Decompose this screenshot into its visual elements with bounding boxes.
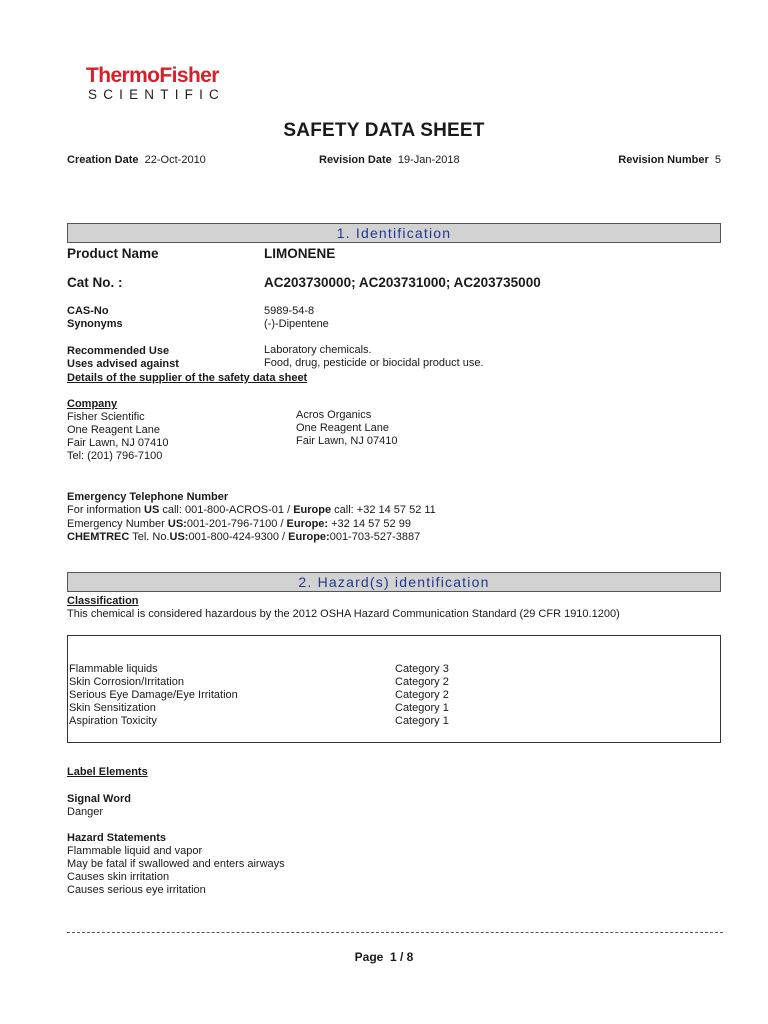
hazard-statement: Causes serious eye irritation bbox=[67, 884, 206, 896]
hazard-name: Flammable liquids bbox=[69, 663, 158, 675]
hazard-classification-table bbox=[67, 635, 721, 743]
logo-wordmark: ThermoFisher bbox=[86, 64, 219, 87]
emergency-heading: Emergency Telephone Number bbox=[67, 491, 229, 503]
revision-date bbox=[319, 154, 460, 166]
creation-date-label: Creation Date bbox=[67, 154, 139, 166]
cas-no-value: 5989-54-8 bbox=[264, 305, 315, 317]
company-address-left bbox=[67, 411, 169, 463]
page-label: Page bbox=[354, 950, 384, 964]
hazard-statement: Flammable liquid and vapor bbox=[67, 845, 203, 857]
hazard-category: Category 2 bbox=[395, 676, 449, 688]
hazard-name: Skin Sensitization bbox=[69, 702, 156, 714]
emergency-text: For information bbox=[67, 504, 145, 516]
page-value: 1 / 8 bbox=[390, 950, 414, 964]
document-title: SAFETY DATA SHEET bbox=[283, 120, 485, 141]
cas-no-label: CAS-No bbox=[67, 305, 109, 317]
revision-number bbox=[618, 154, 721, 166]
uses-advised-against-value: Food, drug, pesticide or biocidal product use. bbox=[264, 357, 484, 369]
cat-no-label: Cat No. : bbox=[67, 275, 123, 290]
label-elements-heading: Label Elements bbox=[67, 766, 148, 778]
logo-subtitle: SCIENTIFIC bbox=[88, 87, 226, 102]
product-name-value: LIMONENE bbox=[264, 246, 336, 261]
creation-date-value: 22-Oct-2010 bbox=[144, 154, 206, 166]
section-2-heading: 2. Hazard(s) identification bbox=[67, 572, 721, 592]
product-name-label: Product Name bbox=[67, 246, 159, 261]
emergency-text: call: +32 14 57 52 11 bbox=[331, 504, 436, 516]
signal-word-value: Danger bbox=[67, 806, 104, 818]
hazard-name: Serious Eye Damage/Eye Irritation bbox=[69, 689, 238, 701]
hazard-statements-list bbox=[67, 845, 285, 897]
company-right-line: One Reagent Lane bbox=[296, 422, 389, 434]
company-right-line: Acros Organics bbox=[296, 409, 372, 421]
revision-date-value: 19-Jan-2018 bbox=[397, 154, 460, 166]
hazard-name: Skin Corrosion/Irritation bbox=[69, 676, 184, 688]
company-left-line: Fair Lawn, NJ 07410 bbox=[67, 437, 169, 449]
company-left-line: Fisher Scientific bbox=[67, 411, 145, 423]
emergency-text: 001-201-796-7100 / bbox=[186, 518, 287, 530]
classification-label: Classification bbox=[67, 595, 139, 607]
emergency-line-info bbox=[67, 504, 436, 517]
emergency-line-number bbox=[67, 518, 411, 531]
hazard-category: Category 3 bbox=[395, 663, 449, 675]
page-number bbox=[0, 950, 768, 964]
company-address-right bbox=[296, 409, 398, 448]
emergency-text: 001-800-424-9300 / bbox=[188, 531, 289, 543]
revision-date-label: Revision Date bbox=[319, 154, 392, 166]
company-left-line: One Reagent Lane bbox=[67, 424, 160, 436]
synonyms-value: (-)-Dipentene bbox=[264, 318, 329, 330]
emergency-text: 001-703-527-3887 bbox=[329, 531, 421, 543]
company-label: Company bbox=[67, 398, 118, 410]
company-right-line: Fair Lawn, NJ 07410 bbox=[296, 435, 398, 447]
recommended-use-value: Laboratory chemicals. bbox=[264, 344, 372, 356]
emergency-region: Europe bbox=[293, 504, 332, 516]
emergency-text: Emergency Number bbox=[67, 518, 168, 530]
section-1-heading: 1. Identification bbox=[67, 223, 721, 243]
emergency-region: US: bbox=[169, 531, 189, 543]
classification-text: This chemical is considered hazardous by the 2012 OSHA Hazard Communication Standard (29 CFR 1910.1200) bbox=[67, 608, 620, 620]
emergency-text: Tel. No. bbox=[129, 531, 170, 543]
hazard-statements-label: Hazard Statements bbox=[67, 832, 167, 844]
emergency-region: US bbox=[144, 504, 160, 516]
revision-number-value: 5 bbox=[714, 154, 721, 166]
hazard-statement: May be fatal if swallowed and enters airways bbox=[67, 858, 285, 870]
company-left-line: Tel: (201) 796-7100 bbox=[67, 450, 163, 462]
emergency-region: US: bbox=[167, 518, 187, 530]
revision-number-label: Revision Number bbox=[618, 154, 709, 166]
uses-advised-against-label: Uses advised against bbox=[67, 358, 179, 370]
emergency-text: call: 001-800-ACROS-01 / bbox=[159, 504, 294, 516]
hazard-category: Category 1 bbox=[395, 715, 449, 727]
hazard-statement: Causes skin irritation bbox=[67, 871, 170, 883]
hazard-category: Category 1 bbox=[395, 702, 449, 714]
signal-word-label: Signal Word bbox=[67, 793, 131, 805]
recommended-use-label: Recommended Use bbox=[67, 345, 170, 357]
emergency-text: +32 14 57 52 99 bbox=[328, 518, 411, 530]
emergency-region: Europe: bbox=[286, 518, 329, 530]
hazard-category: Category 2 bbox=[395, 689, 449, 701]
synonyms-label: Synonyms bbox=[67, 318, 123, 330]
cat-no-value: AC203730000; AC203731000; AC203735000 bbox=[264, 275, 541, 290]
emergency-region: Europe: bbox=[288, 531, 330, 543]
emergency-region: CHEMTREC bbox=[67, 531, 130, 543]
creation-date bbox=[67, 154, 206, 166]
emergency-line-chemtrec bbox=[67, 531, 420, 544]
footer-divider bbox=[67, 932, 723, 933]
hazard-name: Aspiration Toxicity bbox=[69, 715, 157, 727]
supplier-details-heading: Details of the supplier of the safety data sheet bbox=[67, 372, 308, 384]
